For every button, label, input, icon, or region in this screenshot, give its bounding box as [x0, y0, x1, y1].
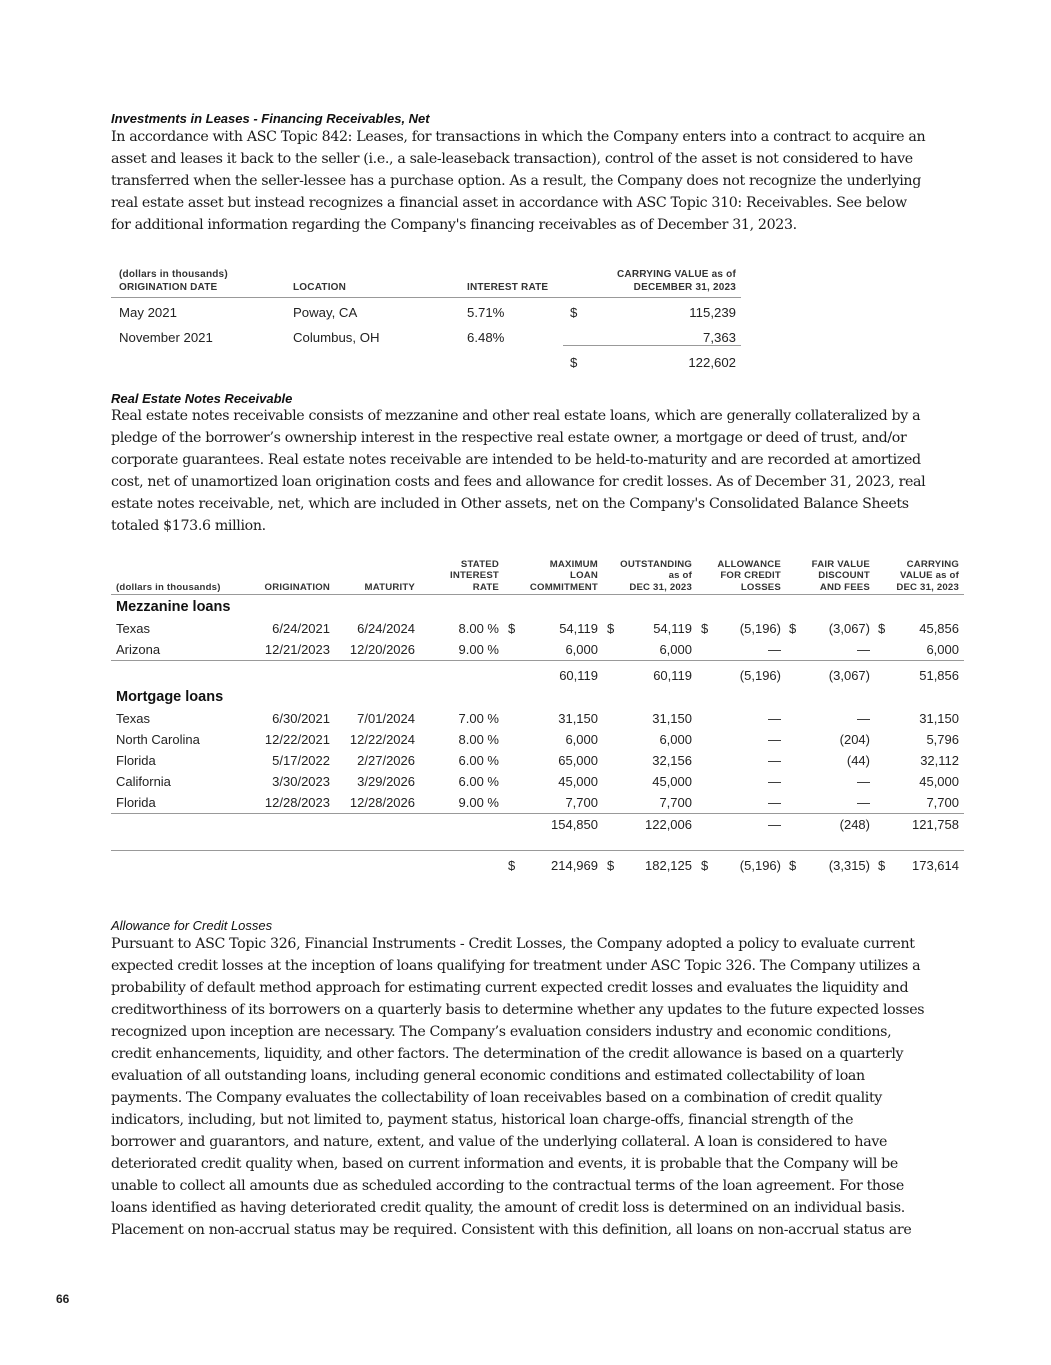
table-rule [111, 850, 964, 851]
stated-interest-rate: 7.00 % [458, 711, 499, 726]
outstanding-balance: 60,119 [653, 668, 692, 683]
carrying-value: 5,796 [926, 732, 959, 747]
header-line: COMMITMENT [529, 581, 598, 593]
header-carrying-value-line2: DECEMBER 31, 2023 [633, 282, 736, 293]
header-outstanding [620, 559, 692, 594]
currency-symbol: $ [878, 858, 886, 873]
paragraph-line: creditworthiness of its borrowers on a quarterly basis to determine whether any updates to the future expected losses [111, 1002, 925, 1018]
carrying-value: 121,758 [912, 817, 959, 832]
allowance-credit-losses: (5,196) [739, 668, 781, 683]
origination-date: 12/21/2023 [264, 642, 330, 657]
header-location: LOCATION [293, 282, 347, 293]
loan-location: California [116, 774, 171, 789]
paragraph-line: estate notes receivable, net, which are included in Other assets, net on the Company's Consolidated Balance Sheets [111, 496, 909, 512]
currency-symbol: $ [570, 305, 578, 320]
header-line: DEC 31, 2023 [896, 581, 959, 593]
paragraph-line: asset and leases it back to the seller (i.e., a sale-leaseback transaction), control of the asset is not considered to have [111, 151, 913, 167]
header-carrying-value-line1: CARRYING VALUE as of [616, 269, 736, 280]
section-heading-financing-receivables: Investments in Leases - Financing Receivables, Net [111, 111, 430, 126]
carrying-value: 45,856 [919, 621, 959, 636]
carrying-value: 31,150 [919, 711, 959, 726]
carrying-value: 45,000 [919, 774, 959, 789]
origination-date: 5/17/2022 [272, 753, 330, 768]
outstanding-balance: 7,700 [659, 795, 692, 810]
maximum-loan-commitment: 54,119 [559, 621, 598, 636]
paragraph-line: evaluation of all outstanding loans, including general economic conditions and estimated collectability of loan [111, 1068, 865, 1084]
paragraph-line: recognized upon inception are necessary. The Company’s evaluation considers industry and economic conditions, [111, 1024, 892, 1040]
origination-date: 12/28/2023 [264, 795, 330, 810]
header-maturity: MATURITY [364, 581, 415, 593]
header-line: DEC 31, 2023 [629, 581, 692, 593]
paragraph-line: totaled $173.6 million. [111, 518, 266, 534]
currency-symbol: $ [607, 858, 615, 873]
loan-location: Texas [116, 711, 150, 726]
paragraph-line: deteriorated credit quality when, based on current information and events, it is probable that the Company will be [111, 1156, 898, 1172]
grand-total-row [111, 850, 964, 874]
paragraph-line: Placement on non-accrual status may be required. Consistent with this definition, all loans on non-accrual status are [111, 1222, 912, 1238]
header-units: (dollars in thousands) [116, 581, 221, 593]
fair-value-discount: — [857, 795, 870, 810]
table-body [111, 595, 964, 874]
page-number: 66 [56, 1292, 70, 1306]
origination-date: 12/22/2021 [264, 732, 330, 747]
interest-rate: 6.48% [467, 330, 505, 345]
origination-date: 6/30/2021 [272, 711, 330, 726]
allowance-credit-losses: — [768, 817, 781, 832]
origination-date: 3/30/2023 [272, 774, 330, 789]
location: Columbus, OH [293, 330, 380, 345]
stated-interest-rate: 6.00 % [458, 774, 499, 789]
currency-symbol: $ [508, 858, 516, 873]
fair-value-discount: — [857, 711, 870, 726]
outstanding-balance: 45,000 [652, 774, 692, 789]
fair-value-discount: (3,315) [828, 858, 870, 873]
currency-symbol: $ [570, 355, 578, 370]
header-allowance-credit-losses [717, 559, 781, 594]
paragraph-line: Pursuant to ASC Topic 326, Financial Instruments - Credit Losses, the Company adopted a policy to evaluate current [111, 936, 915, 952]
outstanding-balance: 31,150 [652, 711, 692, 726]
table-header [111, 268, 741, 298]
header-line: CARRYING [906, 558, 959, 570]
fair-value-discount: — [857, 642, 870, 657]
loan-location: North Carolina [116, 732, 200, 747]
maximum-loan-commitment: 65,000 [558, 753, 598, 768]
header-maximum-loan-commitment [530, 559, 598, 594]
loan-location: Florida [116, 753, 156, 768]
stated-interest-rate: 6.00 % [458, 753, 499, 768]
table-rule [111, 660, 964, 661]
loan-location: Florida [116, 795, 156, 810]
table-row [111, 728, 964, 749]
maximum-loan-commitment: 214,969 [551, 858, 598, 873]
allowance-credit-losses: — [768, 711, 781, 726]
maximum-loan-commitment: 7,700 [565, 795, 598, 810]
header-line: LOAN [570, 570, 598, 581]
subtotal-row [111, 659, 964, 685]
table-row [111, 749, 964, 770]
fair-value-discount: — [857, 774, 870, 789]
table-row [111, 638, 964, 659]
total-rule [563, 345, 741, 346]
header-interest-rate: INTEREST RATE [467, 282, 549, 293]
financing-receivables-paragraph [111, 126, 967, 236]
paragraph-line: In accordance with ASC Topic 842: Leases, for transactions in which the Company enters into a contract to acquire an [111, 129, 926, 145]
allowance-credit-losses: (5,196) [739, 621, 781, 636]
header-line: as of [668, 570, 692, 581]
origination-date: May 2021 [119, 305, 177, 320]
paragraph-line: real estate asset but instead recognizes a financial asset in accordance with ASC Topic 310: Receivables. See below [111, 195, 907, 211]
header-line: ALLOWANCE [717, 558, 781, 570]
paragraph-line: borrower and guarantors, and nature, extent, and value of the underlying collateral. A loan is considered to have [111, 1134, 888, 1150]
header-stated-interest-rate [450, 559, 499, 594]
notes-receivable-paragraph [111, 405, 967, 537]
table-row [111, 707, 964, 728]
outstanding-balance: 6,000 [659, 642, 692, 657]
header-line: OUTSTANDING [620, 558, 692, 570]
loan-location: Texas [116, 621, 150, 636]
group-title: Mortgage loans [116, 689, 224, 705]
carrying-value: 7,700 [926, 795, 959, 810]
paragraph-line: cost, net of unamortized loan origination costs and fees and allowance for credit losses. As of December 31, 2023, real [111, 474, 926, 490]
header-line: FAIR VALUE [811, 558, 870, 570]
group-heading [111, 685, 964, 707]
loan-location: Arizona [116, 642, 161, 657]
maximum-loan-commitment: 60,119 [559, 668, 598, 683]
stated-interest-rate: 9.00 % [458, 642, 499, 657]
fair-value-discount: (204) [839, 732, 870, 747]
header-line: DISCOUNT [818, 570, 870, 581]
carrying-value: 51,856 [919, 668, 959, 683]
fair-value-discount: (3,067) [828, 621, 870, 636]
header-line: MAXIMUM [549, 558, 598, 570]
outstanding-balance: 54,119 [653, 621, 692, 636]
table-header [111, 553, 964, 595]
maturity-date: 7/01/2024 [357, 711, 415, 726]
currency-symbol: $ [701, 621, 709, 636]
paragraph-line: loans identified as having deteriorated credit quality, the amount of credit loss is determined on an individual basis. [111, 1200, 905, 1216]
paragraph-line: pledge of the borrower’s ownership interest in the respective real estate owner, a mortgage or deed of trust, and/or [111, 430, 907, 446]
section-heading-allowance: Allowance for Credit Losses [111, 918, 273, 933]
paragraph-line: for additional information regarding the Company's financing receivables as of December 31, 2023. [111, 217, 797, 233]
paragraph-line: probability of default method approach for estimating current expected credit losses and evaluates the liquidity and [111, 980, 909, 996]
allowance-credit-losses: — [768, 732, 781, 747]
outstanding-balance: 182,125 [645, 858, 692, 873]
spacer [111, 834, 964, 850]
allowance-credit-losses: — [768, 795, 781, 810]
units-label: (dollars in thousands) [119, 269, 228, 280]
table-row [111, 770, 964, 791]
table-row [111, 298, 741, 323]
header-origination-date: ORIGINATION DATE [119, 282, 218, 293]
currency-symbol: $ [878, 621, 886, 636]
table-rule [111, 813, 964, 814]
maturity-date: 6/24/2024 [357, 621, 415, 636]
maximum-loan-commitment: 45,000 [558, 774, 598, 789]
fair-value-discount: (44) [846, 753, 870, 768]
currency-symbol: $ [607, 621, 615, 636]
table-row [111, 791, 964, 812]
header-fair-value-discount [812, 559, 870, 594]
total-row [111, 348, 741, 373]
header-line: VALUE as of [899, 570, 959, 581]
currency-symbol: $ [789, 621, 797, 636]
paragraph-line: unable to collect all amounts due as scheduled according to the contractual terms of the loan agreement. For those [111, 1178, 904, 1194]
group-title: Mezzanine loans [116, 599, 231, 615]
carrying-value: 173,614 [912, 858, 959, 873]
maturity-date: 12/22/2024 [349, 732, 415, 747]
header-line: RATE [472, 581, 499, 593]
maturity-date: 12/20/2026 [349, 642, 415, 657]
notes-receivable-table [111, 553, 964, 874]
subtotal-row [111, 812, 964, 834]
carrying-value: 32,112 [920, 753, 959, 768]
currency-symbol: $ [508, 621, 516, 636]
carrying-value: 115,239 [689, 305, 736, 320]
financing-receivables-table [111, 268, 741, 373]
outstanding-balance: 6,000 [659, 732, 692, 747]
currency-symbol: $ [701, 858, 709, 873]
interest-rate: 5.71% [467, 305, 505, 320]
allowance-credit-losses: (5,196) [739, 858, 781, 873]
origination-date: 6/24/2021 [272, 621, 330, 636]
allowance-credit-losses: — [768, 753, 781, 768]
header-carrying-value [896, 559, 959, 594]
fair-value-discount: (3,067) [828, 668, 870, 683]
carrying-value: 6,000 [926, 642, 959, 657]
allowance-credit-losses: — [768, 774, 781, 789]
currency-symbol: $ [789, 858, 797, 873]
maximum-loan-commitment: 154,850 [551, 817, 598, 832]
paragraph-line: corporate guarantees. Real estate notes receivable are intended to be held-to-maturity and are recorded at amortized [111, 452, 921, 468]
paragraph-line: credit enhancements, liquidity, and other factors. The determination of the credit allowance is based on a quarterly [111, 1046, 904, 1062]
maturity-date: 2/27/2026 [357, 753, 415, 768]
header-line: INTEREST [449, 570, 499, 581]
fair-value-discount: (248) [839, 817, 870, 832]
total-carrying-value: 122,602 [688, 355, 736, 370]
section-heading-notes-receivable: Real Estate Notes Receivable [111, 391, 293, 406]
carrying-value: 7,363 [702, 330, 736, 345]
header-line: STATED [460, 558, 499, 570]
stated-interest-rate: 9.00 % [458, 795, 499, 810]
paragraph-line: Real estate notes receivable consists of mezzanine and other real estate loans, which are generally collateralized by a [111, 408, 921, 424]
stated-interest-rate: 8.00 % [458, 621, 499, 636]
maximum-loan-commitment: 31,150 [558, 711, 598, 726]
maximum-loan-commitment: 6,000 [565, 642, 598, 657]
maturity-date: 3/29/2026 [357, 774, 415, 789]
maximum-loan-commitment: 6,000 [565, 732, 598, 747]
allowance-credit-losses: — [768, 642, 781, 657]
outstanding-balance: 32,156 [652, 753, 692, 768]
paragraph-line: transferred when the seller-lessee has a purchase option. As a result, the Company does not recognize the underlying [111, 173, 921, 189]
header-line: LOSSES [740, 581, 781, 593]
allowance-paragraph [111, 933, 967, 1241]
header-origination: ORIGINATION [264, 581, 330, 593]
stated-interest-rate: 8.00 % [458, 732, 499, 747]
paragraph-line: payments. The Company evaluates the collectability of loan receivables based on a combination of credit quality [111, 1090, 882, 1106]
outstanding-balance: 122,006 [645, 817, 692, 832]
paragraph-line: expected credit losses at the inception of loans qualifying for treatment under ASC Topic 326. The Company utilizes a [111, 958, 921, 974]
group-heading [111, 595, 964, 617]
header-line: FOR CREDIT [720, 570, 781, 581]
maturity-date: 12/28/2026 [349, 795, 415, 810]
table-row [111, 617, 964, 638]
header-line: AND FEES [819, 581, 870, 593]
paragraph-line: indicators, including, but not limited to, payment status, historical loan charge-offs, financial strength of the [111, 1112, 854, 1128]
location: Poway, CA [293, 305, 358, 320]
origination-date: November 2021 [119, 330, 213, 345]
